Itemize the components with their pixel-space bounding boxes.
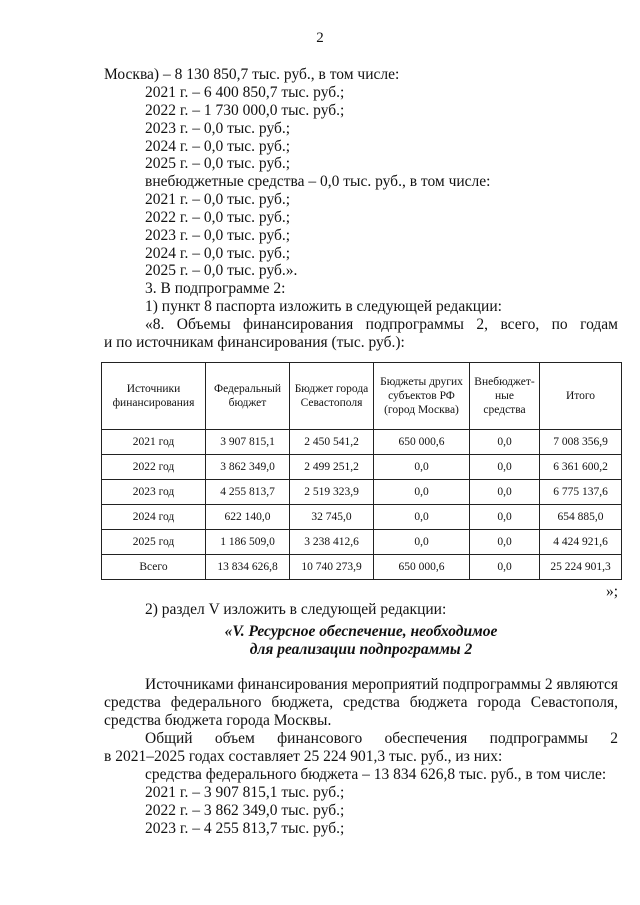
table-cell: 0,0	[470, 555, 540, 580]
table-cell: Всего	[102, 555, 206, 580]
table-cell: 0,0	[470, 430, 540, 455]
page-number: 2	[316, 30, 324, 46]
text-line: 2021 г. – 3 907 815,1 тыс. руб.;	[145, 784, 345, 801]
word: по	[551, 316, 568, 333]
table-cell: 0,0	[470, 505, 540, 530]
point8-line2: и по источникам финансирования (тыс. руб.):	[104, 334, 405, 351]
table-cell: 622 140,0	[206, 505, 290, 530]
table-cell: 650 000,6	[374, 555, 470, 580]
table-cell: 10 740 273,9	[290, 555, 374, 580]
word: обеспечения	[384, 730, 468, 747]
table-row	[102, 530, 622, 555]
word: «8.	[145, 316, 165, 333]
text-line: 2021 г. – 6 400 850,7 тыс. руб.;	[145, 84, 345, 101]
table-cell: 0,0	[374, 480, 470, 505]
table-cell: 2022 год	[102, 455, 206, 480]
table-cell: 6 361 600,2	[540, 455, 622, 480]
table-header-row	[102, 363, 622, 430]
word: подпрограммы	[489, 730, 588, 747]
table-cell: 13 834 626,8	[206, 555, 290, 580]
word: Общий	[145, 730, 193, 747]
table-cell: 3 238 412,6	[290, 530, 374, 555]
word: финансирования	[243, 316, 354, 333]
table-header-cell: Бюджет города Севастополя	[290, 363, 374, 430]
text-line: Москва) – 8 130 850,7 тыс. руб., в том числе:	[104, 66, 400, 83]
table-cell: 3 907 815,1	[206, 430, 290, 455]
text-line: 2022 г. – 3 862 349,0 тыс. руб.;	[145, 802, 345, 819]
paragraph-line	[104, 730, 618, 748]
table-header-cell: Итого	[540, 363, 622, 430]
table-cell: 2 499 251,2	[290, 455, 374, 480]
text-line: средства федерального бюджета – 13 834 626,8 тыс. руб., в том числе:	[145, 766, 607, 783]
financing-table	[101, 362, 622, 580]
text-line: 2021 г. – 0,0 тыс. руб.;	[145, 191, 291, 208]
table-cell: 4 255 813,7	[206, 480, 290, 505]
table-row	[102, 505, 622, 530]
table-cell: 0,0	[374, 505, 470, 530]
word: всего,	[500, 316, 540, 333]
table-header-cell: Федеральный бюджет	[206, 363, 290, 430]
table-row-total	[102, 555, 622, 580]
text-line: 2023 г. – 4 255 813,7 тыс. руб.;	[145, 820, 345, 837]
word: Объемы	[176, 316, 231, 333]
table-header-cell: Бюджеты других субъектов РФ (город Москва)	[374, 363, 470, 430]
word: объем	[214, 730, 255, 747]
table-cell: 2024 год	[102, 505, 206, 530]
paragraph: Источниками финансирования мероприятий подпрограммы 2 являются средства федерального бюджета, средства бюджета города Севастополя, средства бюджета города Москвы.	[104, 676, 618, 729]
text-line: внебюджетные средства – 0,0 тыс. руб., в том числе:	[145, 173, 491, 190]
text-line: 2023 г. – 0,0 тыс. руб.;	[145, 227, 291, 244]
table-cell: 6 775 137,6	[540, 480, 622, 505]
text-line: 2025 г. – 0,0 тыс. руб.».	[145, 262, 298, 279]
table-cell: 0,0	[374, 455, 470, 480]
table-cell: 654 885,0	[540, 505, 622, 530]
table-closing-quote: »;	[605, 583, 618, 600]
table-cell: 2021 год	[102, 430, 206, 455]
table-cell: 3 862 349,0	[206, 455, 290, 480]
point8-line1	[104, 316, 618, 334]
table-cell: 0,0	[374, 530, 470, 555]
table-row	[102, 455, 622, 480]
table-row	[102, 430, 622, 455]
text-line: 2022 г. – 0,0 тыс. руб.;	[145, 209, 291, 226]
table-cell: 650 000,6	[374, 430, 470, 455]
table-cell: 0,0	[470, 480, 540, 505]
text-line: 2024 г. – 0,0 тыс. руб.;	[145, 245, 291, 262]
table-cell: 4 424 921,6	[540, 530, 622, 555]
word: финансового	[277, 730, 363, 747]
text-line: 1) пункт 8 паспорта изложить в следующей редакции:	[145, 298, 502, 315]
table-cell: 32 745,0	[290, 505, 374, 530]
table-cell: 0,0	[470, 530, 540, 555]
table-cell: 0,0	[470, 455, 540, 480]
section-heading: «V. Ресурсное обеспечение, необходимое	[224, 623, 498, 640]
section-heading: для реализации подпрограммы 2	[249, 641, 473, 658]
text-line: 2025 г. – 0,0 тыс. руб.;	[145, 155, 291, 172]
text-line: 2022 г. – 1 730 000,0 тыс. руб.;	[145, 102, 345, 119]
word: 2	[610, 730, 618, 747]
table-cell: 1 186 509,0	[206, 530, 290, 555]
table-cell: 7 008 356,9	[540, 430, 622, 455]
table-cell: 25 224 901,3	[540, 555, 622, 580]
text-line: 2023 г. – 0,0 тыс. руб.;	[145, 120, 291, 137]
word: подпрограммы	[365, 316, 464, 333]
table-row	[102, 480, 622, 505]
table-header-cell: Источники финансирования	[102, 363, 206, 430]
word: 2,	[476, 316, 489, 333]
table-cell: 2 519 323,9	[290, 480, 374, 505]
word: годам	[580, 316, 618, 333]
text-line: 3. В подпрограмме 2:	[145, 280, 286, 297]
text-line: в 2021–2025 годах составляет 25 224 901,3 тыс. руб., из них:	[104, 748, 503, 765]
table-cell: 2 450 541,2	[290, 430, 374, 455]
table-header-cell: Внебюджет-ные средства	[470, 363, 540, 430]
text-line: 2024 г. – 0,0 тыс. руб.;	[145, 138, 291, 155]
text-line: 2) раздел V изложить в следующей редакции:	[145, 601, 447, 618]
table-cell: 2023 год	[102, 480, 206, 505]
table-cell: 2025 год	[102, 530, 206, 555]
